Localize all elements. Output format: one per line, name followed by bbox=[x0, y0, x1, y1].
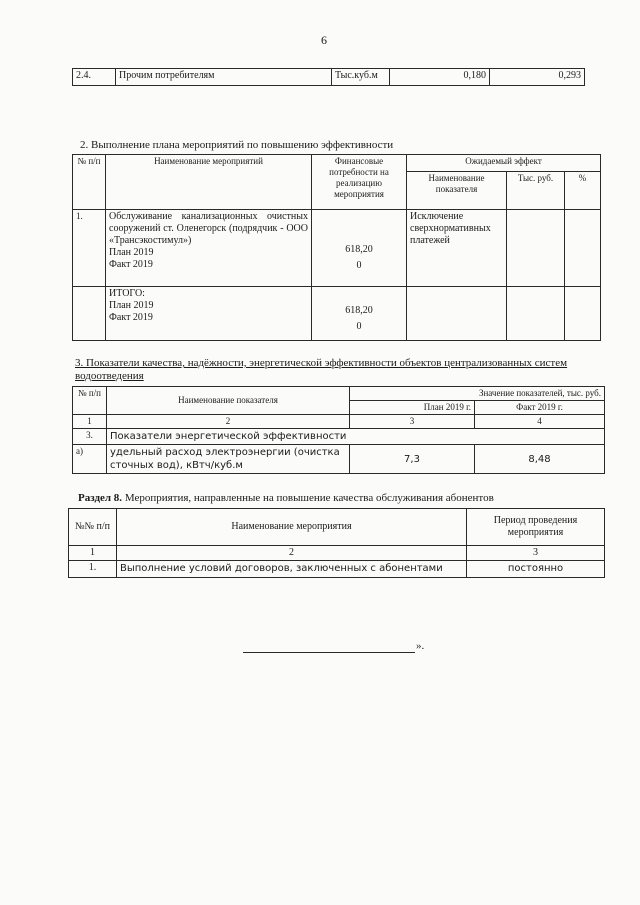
header-fact: Факт 2019 г. bbox=[475, 401, 605, 415]
col-number: 4 bbox=[475, 415, 605, 429]
row-name: Показатели энергетической эффективности bbox=[107, 429, 605, 445]
fact-label: Факт 2019 bbox=[109, 312, 153, 323]
page-number: 6 bbox=[321, 33, 327, 47]
row-name: удельный расход электроэнергии (очистка сточных вод), кВтч/куб.м bbox=[107, 445, 350, 474]
row-name bbox=[106, 287, 312, 341]
section-8-text: Мероприятия, направленные на повышение качества обслуживания абонентов bbox=[124, 492, 494, 504]
row-number: а) bbox=[73, 445, 107, 474]
row-rub bbox=[507, 287, 565, 341]
table-row bbox=[73, 210, 601, 287]
row-value-1: 0,180 bbox=[390, 69, 490, 86]
header-name: Наименование показателя bbox=[107, 387, 350, 415]
fact-label: Факт 2019 bbox=[109, 259, 153, 270]
row-finance bbox=[312, 210, 407, 287]
header-num: № п/п bbox=[73, 387, 107, 415]
section-3-title: 3. Показатели качества, надёжности, энергетической эффективности объектов централизованных систем водоотведения bbox=[75, 357, 568, 382]
col-number: 1 bbox=[69, 546, 117, 561]
section-8-table bbox=[68, 508, 605, 578]
col-number: 3 bbox=[467, 546, 605, 561]
header-plan: План 2019 г. bbox=[350, 401, 475, 415]
row-indicator bbox=[407, 287, 507, 341]
header-percent: % bbox=[565, 172, 601, 210]
row-name: Выполнение условий договоров, заключенных с абонентами bbox=[117, 561, 467, 578]
header-values: Значение показателей, тыс. руб. bbox=[350, 387, 605, 401]
table-header-row bbox=[73, 155, 601, 172]
row-finance bbox=[312, 287, 407, 341]
header-num: № п/п bbox=[73, 155, 106, 210]
table-row bbox=[73, 287, 601, 341]
row-period: постоянно bbox=[467, 561, 605, 578]
row-rub bbox=[507, 210, 565, 287]
header-name: Наименование мероприятий bbox=[106, 155, 312, 210]
row-percent bbox=[565, 287, 601, 341]
header-rub: Тыс. руб. bbox=[507, 172, 565, 210]
col-number: 2 bbox=[107, 415, 350, 429]
row-indicator: Исключение сверхнормативных платежей bbox=[407, 210, 507, 287]
row-number: 2.4. bbox=[73, 69, 116, 86]
row-fact: 8,48 bbox=[475, 445, 605, 474]
row-description: Обслуживание канализационных очистных сооружений ст. Оленегорск (подрядчик - ООО «Трансэкостимул») bbox=[109, 211, 308, 246]
fact-value: 0 bbox=[356, 321, 362, 332]
row-percent bbox=[565, 210, 601, 287]
col-number: 3 bbox=[350, 415, 475, 429]
row-number: 1. bbox=[69, 561, 117, 578]
section-2-table bbox=[72, 154, 601, 341]
plan-label: План 2019 bbox=[109, 300, 154, 311]
header-effect: Ожидаемый эффект bbox=[407, 155, 601, 172]
closing-quote: ». bbox=[416, 640, 425, 652]
table-row bbox=[73, 415, 605, 429]
fact-value: 0 bbox=[356, 260, 362, 271]
table-header-row bbox=[69, 509, 605, 546]
col-number: 1 bbox=[73, 415, 107, 429]
top-row-table bbox=[72, 68, 585, 86]
header-finance: Финансовые потребности на реализацию мероприятия bbox=[312, 155, 407, 210]
total-label: ИТОГО: bbox=[109, 288, 145, 299]
section-8-label: Раздел 8. bbox=[78, 492, 123, 504]
signature-line bbox=[243, 652, 415, 653]
row-plan: 7,3 bbox=[350, 445, 475, 474]
header-num: №№ п/п bbox=[69, 509, 117, 546]
row-number bbox=[73, 287, 106, 341]
section-3-table bbox=[72, 386, 605, 474]
row-number: 1. bbox=[73, 210, 106, 287]
section-2-title: 2. Выполнение плана мероприятий по повышению эффективности bbox=[80, 139, 394, 151]
plan-value: 618,20 bbox=[345, 305, 373, 316]
header-indicator: Наименование показателя bbox=[407, 172, 507, 210]
table-row bbox=[69, 546, 605, 561]
header-name: Наименование мероприятия bbox=[117, 509, 467, 546]
table-row bbox=[73, 429, 605, 445]
row-number: 3. bbox=[73, 429, 107, 445]
row-unit: Тыс.куб.м bbox=[332, 69, 390, 86]
row-name bbox=[106, 210, 312, 287]
plan-label: План 2019 bbox=[109, 247, 154, 258]
table-row bbox=[73, 445, 605, 474]
row-name: Прочим потребителям bbox=[116, 69, 332, 86]
plan-value: 618,20 bbox=[345, 244, 373, 255]
table-header-row bbox=[73, 387, 605, 401]
table-row bbox=[73, 69, 585, 86]
section-8-title bbox=[78, 492, 494, 505]
header-period: Период проведения мероприятия bbox=[467, 509, 605, 546]
table-row bbox=[69, 561, 605, 578]
row-value-2: 0,293 bbox=[490, 69, 585, 86]
col-number: 2 bbox=[117, 546, 467, 561]
